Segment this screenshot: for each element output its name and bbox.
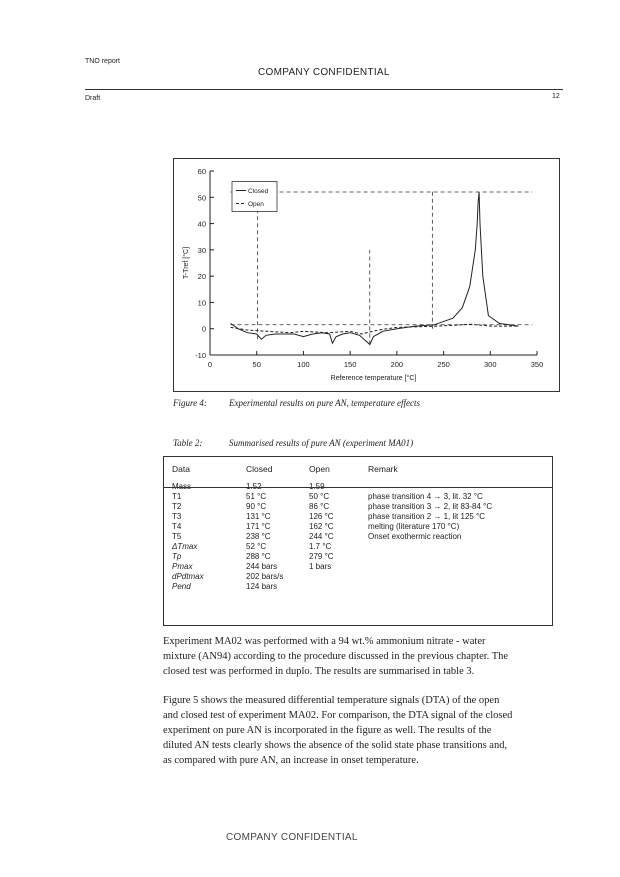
table-row — [164, 481, 548, 491]
paragraph-line: Experiment MA02 was performed with a 94 wt.% ammonium nitrate - water — [163, 636, 486, 647]
table-cell-closed: 51 °C — [246, 491, 267, 501]
table-row — [164, 501, 548, 511]
legend-label-open: Open — [248, 201, 264, 209]
page-number: 12 — [552, 93, 560, 100]
table-cell-open: 50 °C — [309, 491, 330, 501]
table-caption-label: Table 2: — [173, 438, 203, 448]
table-cell-data: Pend — [172, 581, 191, 591]
table-cell-data: T3 — [172, 511, 182, 521]
table-cell-remark — [360, 481, 548, 491]
table-cell-remark: phase transition 3 → 2, lit 83-84 °C — [368, 501, 493, 511]
table-cell-data: Tp — [172, 551, 182, 561]
paragraph-line: diluted AN tests clearly shows the absence of the solid state phase transitions and, — [163, 740, 508, 751]
legend-label-closed: Closed — [248, 188, 269, 196]
paragraph-1 — [163, 634, 583, 679]
table-row — [164, 561, 548, 571]
table-cell-remark: phase transition 2 → 1, lit 125 °C — [368, 511, 486, 521]
table-cell-closed: 1.52 — [246, 481, 262, 491]
x-axis-label: Reference temperature [°C] — [330, 375, 417, 382]
y-tick-label: 20 — [197, 272, 206, 282]
y-axis-label: T-Tref [°C] — [183, 246, 190, 280]
table-cell-closed: 202 bars/s — [246, 571, 284, 581]
col-header-closed: Closed — [246, 464, 273, 474]
x-tick-label: 350 — [530, 360, 544, 369]
table-row — [164, 571, 548, 581]
table-cell-data: dPdtmax — [172, 571, 204, 581]
x-tick-label: 200 — [390, 360, 404, 369]
table-cell-closed: 171 °C — [246, 521, 271, 531]
table-cell-data: Mass — [172, 481, 192, 491]
paragraph-2 — [163, 693, 583, 768]
table-cell-remark: phase transition 4 → 3, lit. 32 °C — [368, 491, 483, 501]
table-cell-remark: Onset exothermic reaction — [368, 531, 462, 541]
table-cell-remark — [360, 541, 548, 551]
table-cell-closed: 124 bars — [246, 581, 278, 591]
table-cell-open — [297, 571, 360, 581]
table-cell-data: T1 — [172, 491, 182, 501]
table-caption-text: Summarised results of pure AN (experiment MA01) — [229, 438, 414, 448]
table-row — [164, 511, 548, 521]
x-tick-label: 0 — [207, 360, 213, 369]
draft-label: Draft — [85, 95, 101, 102]
table-cell-remark — [360, 571, 548, 581]
x-tick-label: 50 — [252, 360, 261, 369]
table-cell-closed: 244 bars — [246, 561, 278, 571]
table-cell-open: 126 °C — [309, 511, 334, 521]
col-header-remark: Remark — [368, 464, 398, 474]
figure-caption-text: Experimental results on pure AN, temperature effects — [229, 398, 421, 408]
x-tick-label: 250 — [437, 360, 450, 369]
paragraph-line: Figure 5 shows the measured differential temperature signals (DTA) of the open — [163, 695, 500, 706]
y-tick-label: 40 — [197, 219, 206, 229]
table-cell-open: 86 °C — [309, 501, 330, 511]
y-tick-label: -10 — [195, 351, 206, 360]
table-cell-remark — [360, 551, 548, 561]
table-cell-data: Pmax — [172, 561, 193, 571]
figure-caption-label: Figure 4: — [173, 398, 207, 408]
paragraph-line: as compared with pure AN, an increase in onset temperature. — [163, 755, 419, 766]
paragraph-line: closed test was performed in duplo. The results are summarised in table 3. — [163, 666, 475, 677]
x-tick-label: 150 — [343, 360, 357, 369]
table-cell-remark — [360, 561, 548, 571]
x-tick-label: 300 — [484, 360, 497, 369]
y-tick-label: 10 — [197, 298, 206, 308]
series-line-closed — [231, 192, 519, 345]
table-cell-data: ΔTmax — [172, 541, 198, 551]
table-cell-open: 1.7 °C — [309, 541, 332, 551]
y-tick-label: 30 — [197, 245, 206, 255]
table-header-row — [164, 457, 548, 481]
table-row — [164, 521, 548, 531]
table-row — [164, 581, 548, 591]
table-cell-closed: 238 °C — [246, 531, 271, 541]
table-cell-open — [297, 581, 360, 591]
results-table — [164, 457, 548, 591]
results-table-frame — [163, 456, 553, 626]
table-cell-closed: 288 °C — [246, 551, 271, 561]
series-line-open — [231, 324, 519, 334]
table-cell-closed: 52 °C — [246, 541, 267, 551]
paragraph-line: mixture (AN94) according to the procedure discussed in the previous chapter. The — [163, 651, 509, 662]
header-confidential: COMPANY CONFIDENTIAL — [258, 67, 390, 78]
paragraph-line: and closed test of experiment MA02. For comparison, the DTA signal of the closed — [163, 710, 513, 721]
table-row — [164, 531, 548, 541]
col-header-data: Data — [172, 464, 190, 474]
paragraph-line: experiment on pure AN is incorporated in the figure as well. The results of the — [163, 725, 492, 736]
table-cell-open: 162 °C — [309, 521, 334, 531]
table-row — [164, 541, 548, 551]
table-cell-open: 279 °C — [309, 551, 334, 561]
dta-chart — [0, 0, 620, 420]
table-row — [164, 551, 548, 561]
table-cell-data: T4 — [172, 521, 182, 531]
table-cell-closed: 131 °C — [246, 511, 271, 521]
table-cell-data: T2 — [172, 501, 182, 511]
table-cell-remark — [360, 581, 548, 591]
table-cell-open: 244 °C — [309, 531, 334, 541]
table-cell-remark: melting (literature 170 °C) — [368, 521, 460, 531]
table-cell-closed: 90 °C — [246, 501, 267, 511]
y-tick-label: 50 — [197, 193, 206, 203]
table-row — [164, 491, 548, 501]
table-header-rule — [164, 487, 552, 488]
col-header-open: Open — [309, 464, 330, 474]
table-cell-open: 1.59 — [309, 481, 325, 491]
y-tick-label: 0 — [201, 324, 206, 334]
table-cell-open: 1 bars — [309, 561, 332, 571]
x-tick-label: 100 — [297, 360, 310, 369]
footer-confidential: COMPANY CONFIDENTIAL — [226, 832, 358, 843]
table-cell-data: T5 — [172, 531, 182, 541]
y-tick-label: 60 — [197, 167, 206, 176]
report-org: TNO report — [85, 58, 121, 65]
